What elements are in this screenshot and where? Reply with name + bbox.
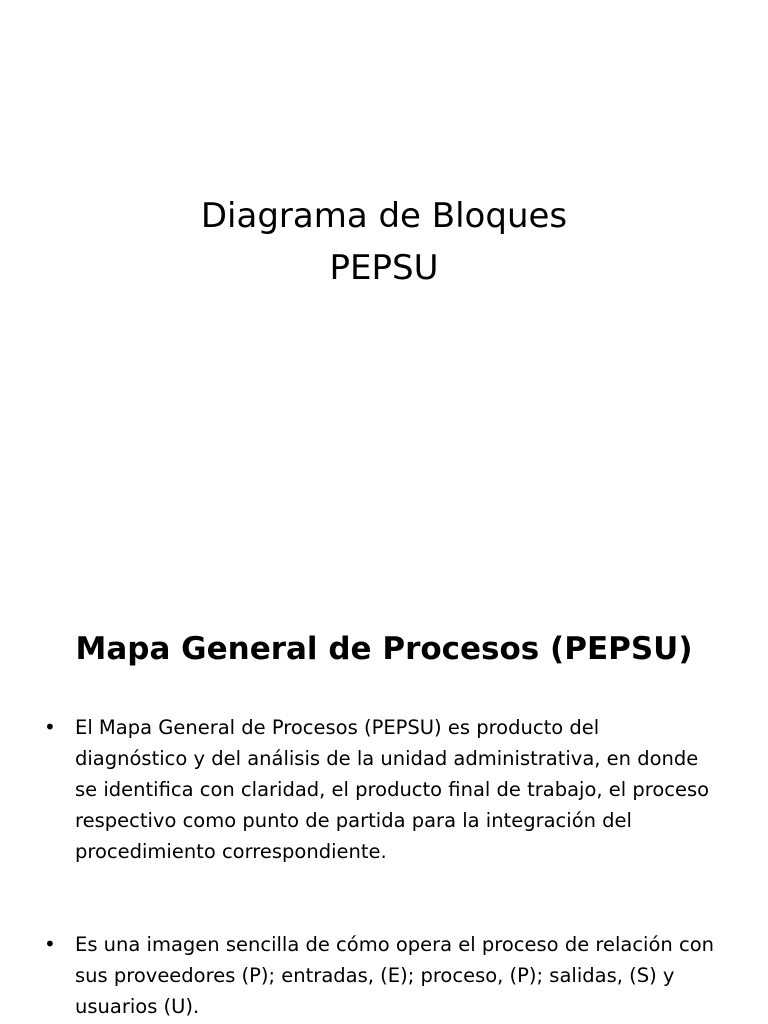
slide-title	[0, 190, 768, 294]
slide-title-line-1: Diagrama de Bloques	[200, 196, 568, 236]
bullet-text: El Mapa General de Procesos (PEPSU) es producto del diagnóstico y del análisis de la unidad administrativa, en donde se identifica con claridad, el producto final de trabajo, el proceso respectivo como punto de partida para la integración del procedimiento correspondiente.	[75, 716, 710, 863]
slide-title-line-2: PEPSU	[329, 248, 439, 288]
bullet-text: Es una imagen sencilla de cómo opera el proceso de relación con sus proveedores (P); entradas, (E); proceso, (P); salidas, (S) y usuarios (U).	[75, 933, 714, 1018]
bullet-icon: •	[44, 715, 56, 739]
list-item	[44, 929, 715, 1022]
bullet-icon: •	[44, 932, 56, 956]
content-heading: Mapa General de Procesos (PEPSU)	[75, 631, 693, 667]
bullet-list	[0, 712, 768, 1022]
list-item	[44, 712, 715, 867]
content-slide	[0, 576, 768, 1024]
